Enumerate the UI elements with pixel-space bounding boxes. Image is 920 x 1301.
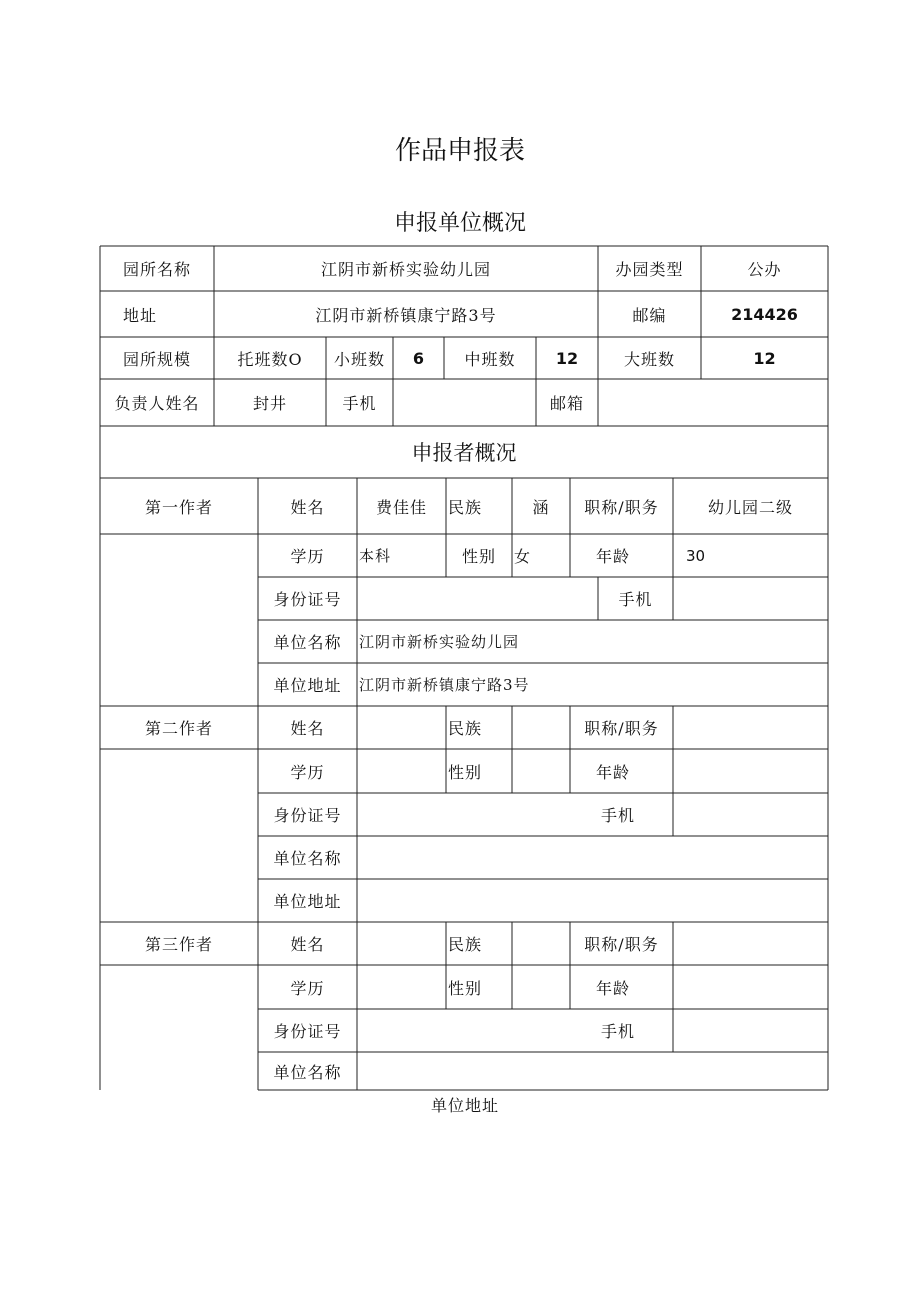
author1-unit-address-value[interactable]: 江阴市新桥镇康宁路3号 (359, 676, 530, 694)
leader-email-value[interactable] (598, 379, 828, 426)
author1-phone-value[interactable] (673, 577, 828, 620)
address-label: 地址 (122, 305, 157, 325)
author3-name-value[interactable] (357, 922, 446, 965)
author2-ethnicity-label: 民族 (448, 719, 483, 738)
author1-name-label: 姓名 (290, 497, 325, 517)
leader-email-label: 邮箱 (549, 394, 584, 413)
author1-age-label: 年龄 (595, 547, 630, 566)
applicant-section-heading: 申报者概况 (411, 441, 517, 465)
unit-section-heading: 申报单位概况 (393, 211, 526, 236)
school-type-label: 办园类型 (615, 260, 684, 279)
author1-gender-value[interactable]: 女 (514, 547, 532, 566)
author1-phone-label: 手机 (618, 590, 653, 609)
leader-phone-label: 手机 (342, 394, 377, 413)
author1-unit-address-label: 单位地址 (273, 676, 342, 695)
author3-unit-name-value[interactable] (357, 1052, 828, 1090)
large-classes-label: 大班数 (623, 349, 675, 369)
author3-unit-name-label: 单位名称 (273, 1062, 342, 1082)
author2-id-value[interactable] (357, 793, 591, 836)
author1-name-value[interactable]: 费佳佳 (375, 497, 427, 517)
author1-title-value[interactable]: 幼儿园二级 (707, 497, 793, 517)
nursery-classes-label: 托班数O (237, 349, 303, 369)
postcode-label: 邮编 (632, 305, 667, 325)
author2-age-label: 年龄 (595, 762, 630, 782)
author3-phone-value[interactable] (673, 1009, 828, 1052)
author1-title-label: 职称/职务 (584, 497, 659, 517)
leader-phone-value[interactable] (393, 379, 536, 426)
author3-id-value[interactable] (357, 1009, 591, 1052)
large-classes-value[interactable]: 12 (753, 348, 776, 368)
author3-label: 第三作者 (144, 935, 213, 954)
middle-classes-value[interactable]: 12 (555, 348, 579, 368)
author2-ethnicity-value[interactable] (512, 706, 570, 749)
author3-gender-value[interactable] (512, 965, 570, 1009)
author2-unit-address-label: 单位地址 (273, 892, 342, 911)
scale-label: 园所规模 (122, 349, 191, 369)
middle-classes-label: 中班数 (464, 349, 516, 369)
author1-id-value[interactable] (357, 577, 598, 620)
author1-id-label: 身份证号 (273, 590, 342, 609)
page-title: 作品申报表 (394, 136, 525, 166)
author2-title-value[interactable] (673, 706, 828, 749)
author1-education-value[interactable]: 本科 (359, 547, 392, 565)
author2-phone-value[interactable] (673, 793, 828, 836)
address-value[interactable]: 江阴市新桥镇康宁路3号 (315, 305, 497, 325)
leader-label: 负责人姓名 (114, 394, 200, 413)
author1-education-label: 学历 (290, 547, 325, 566)
author2-gender-label: 性别 (448, 762, 483, 782)
author2-label: 第二作者 (144, 719, 213, 738)
author3-phone-label: 手机 (600, 1022, 635, 1041)
author2-unit-name-label: 单位名称 (273, 849, 342, 868)
author1-ethnicity-label: 民族 (448, 497, 483, 517)
author1-label: 第一作者 (144, 497, 213, 517)
small-classes-value[interactable]: 6 (412, 348, 425, 368)
author2-age-value[interactable] (673, 749, 828, 793)
author3-gender-label: 性别 (448, 978, 483, 998)
author2-education-label: 学历 (290, 762, 325, 782)
author3-education-label: 学历 (290, 978, 325, 998)
author2-unit-address-value[interactable] (357, 879, 828, 922)
author3-ethnicity-value[interactable] (512, 922, 570, 965)
author3-age-label: 年龄 (595, 978, 630, 998)
trailing-unit-address-label: 单位地址 (430, 1095, 499, 1115)
author3-ethnicity-label: 民族 (448, 935, 483, 954)
small-classes-label: 小班数 (333, 349, 385, 369)
author2-unit-name-value[interactable] (357, 836, 828, 879)
school-name-label: 园所名称 (122, 260, 191, 279)
author3-education-value[interactable] (357, 965, 446, 1009)
author1-unit-name-value[interactable]: 江阴市新桥实验幼儿园 (359, 633, 520, 651)
school-type-value[interactable]: 公办 (747, 260, 782, 279)
author3-title-value[interactable] (673, 922, 828, 965)
author2-title-label: 职称/职务 (584, 719, 659, 738)
postcode-value[interactable]: 214426 (731, 304, 798, 324)
author1-unit-name-label: 单位名称 (273, 633, 342, 652)
author2-phone-label: 手机 (600, 806, 635, 825)
author1-ethnicity-value[interactable]: 涵 (532, 497, 550, 517)
author3-name-label: 姓名 (290, 935, 325, 954)
author2-gender-value[interactable] (512, 749, 570, 793)
author2-education-value[interactable] (357, 749, 446, 793)
school-name-value[interactable]: 江阴市新桥实验幼儿园 (320, 260, 491, 279)
leader-name-value[interactable]: 封井 (252, 394, 287, 413)
author3-title-label: 职称/职务 (584, 935, 659, 954)
author3-id-label: 身份证号 (273, 1022, 342, 1041)
author2-name-value[interactable] (357, 706, 446, 749)
author1-age-value[interactable]: 30 (686, 546, 706, 565)
author1-gender-label: 性别 (461, 547, 496, 566)
author2-id-label: 身份证号 (273, 806, 342, 825)
author2-name-label: 姓名 (290, 719, 325, 738)
author3-age-value[interactable] (673, 965, 828, 1009)
